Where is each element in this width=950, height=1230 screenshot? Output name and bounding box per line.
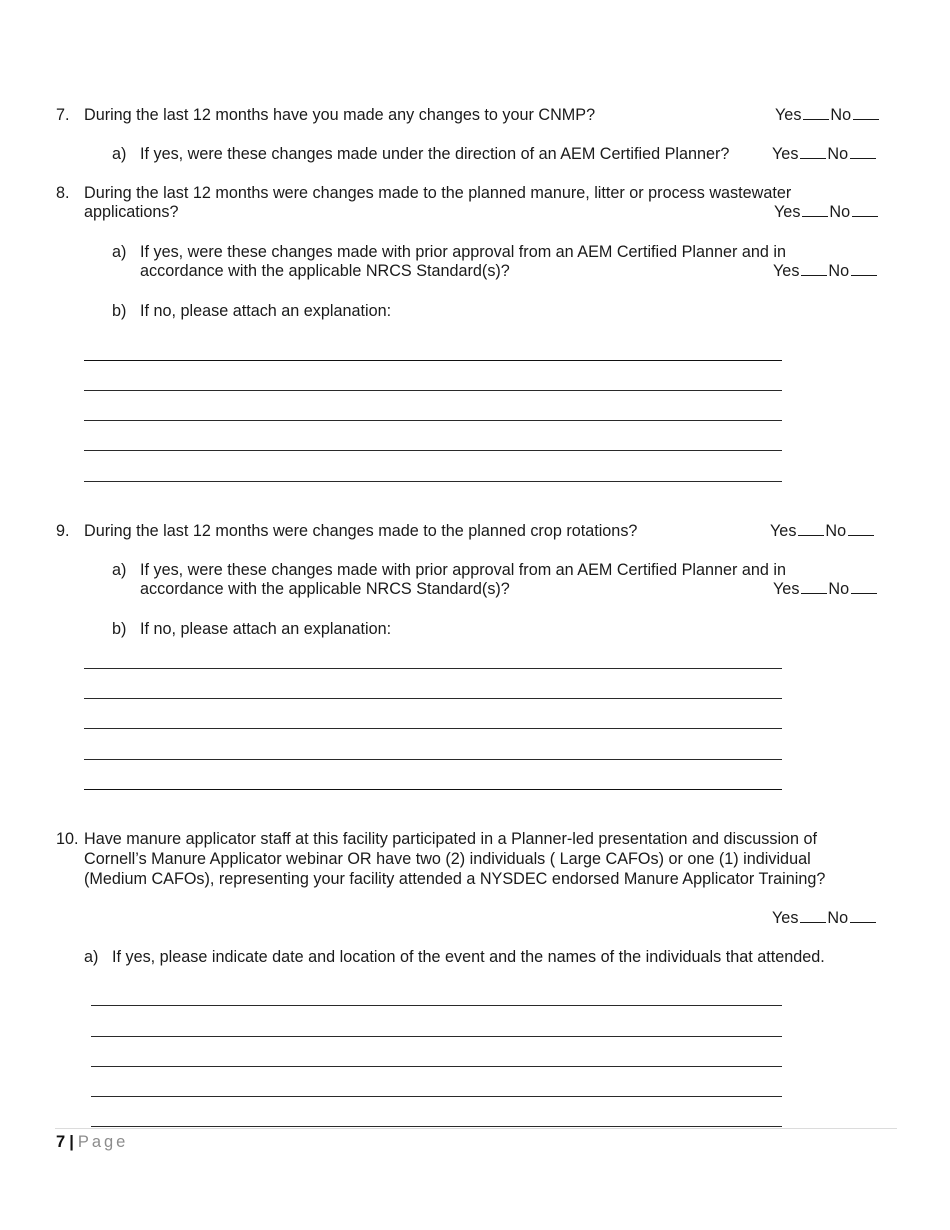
q8-yes-no <box>774 202 879 222</box>
no-label: No <box>827 909 849 927</box>
yes-label: Yes <box>773 262 800 280</box>
yes-blank[interactable] <box>801 579 827 594</box>
yes-blank[interactable] <box>801 261 827 276</box>
yes-blank[interactable] <box>802 202 828 217</box>
q9b-label: b) <box>112 620 127 638</box>
q8a-yes-no <box>773 261 878 281</box>
yes-label: Yes <box>772 145 799 163</box>
q8-text-line2: applications? <box>84 203 179 221</box>
q9-explanation-line[interactable] <box>84 728 782 729</box>
q7-number: 7. <box>56 106 70 124</box>
q9-number: 9. <box>56 522 70 540</box>
q10-yes-no <box>772 908 877 928</box>
q8-explanation-line[interactable] <box>84 420 782 421</box>
no-label: No <box>830 106 852 124</box>
no-blank[interactable] <box>848 521 874 536</box>
yes-label: Yes <box>775 106 802 124</box>
q9-yes-no <box>770 521 875 541</box>
q10-details-line[interactable] <box>91 1096 782 1097</box>
q8-explanation-line[interactable] <box>84 481 782 482</box>
yes-blank[interactable] <box>800 144 826 159</box>
yes-blank[interactable] <box>800 908 826 923</box>
page-footer <box>56 1131 128 1153</box>
no-label: No <box>825 522 847 540</box>
q7a-yes-no <box>772 144 877 164</box>
q7-text: During the last 12 months have you made any changes to your CNMP? <box>84 106 596 124</box>
q8b-text: If no, please attach an explanation: <box>140 302 392 320</box>
no-label: No <box>828 262 850 280</box>
q10-details-line[interactable] <box>91 1005 782 1006</box>
q8-explanation-line[interactable] <box>84 450 782 451</box>
no-blank[interactable] <box>852 202 878 217</box>
q9-explanation-line[interactable] <box>84 698 782 699</box>
q9a-yes-no <box>773 579 878 599</box>
q9b-text: If no, please attach an explanation: <box>140 620 392 638</box>
q8a-text-line1: If yes, were these changes made with prior approval from an AEM Certified Planner and in <box>140 243 787 261</box>
page-word: Page <box>77 1133 129 1151</box>
q8a-text-line2: accordance with the applicable NRCS Standard(s)? <box>140 262 510 280</box>
no-label: No <box>829 203 851 221</box>
footer-separator: | <box>69 1133 74 1151</box>
q7-yes-no <box>775 105 880 125</box>
no-blank[interactable] <box>851 261 877 276</box>
q10-number: 10. <box>56 830 79 848</box>
q10-text-line3: (Medium CAFOs), representing your facility attended a NYSDEC endorsed Manure Applicator Training? <box>84 870 826 888</box>
q10-details-line[interactable] <box>91 1066 782 1067</box>
q10-text-line1: Have manure applicator staff at this facility participated in a Planner-led presentation and discussion of <box>84 830 818 848</box>
q10-text-line2: Cornell’s Manure Applicator webinar OR have two (2) individuals ( Large CAFOs) or one (1) individual <box>84 850 811 868</box>
q9-explanation-line[interactable] <box>84 759 782 760</box>
q10-details-line[interactable] <box>91 1036 782 1037</box>
yes-blank[interactable] <box>803 105 829 120</box>
q8-explanation-line[interactable] <box>84 360 782 361</box>
no-blank[interactable] <box>853 105 879 120</box>
no-label: No <box>827 145 849 163</box>
q7a-text: If yes, were these changes made under the direction of an AEM Certified Planner? <box>140 145 730 163</box>
footer-divider <box>55 1128 897 1129</box>
no-label: No <box>828 580 850 598</box>
no-blank[interactable] <box>850 908 876 923</box>
q8-number: 8. <box>56 184 70 202</box>
q10a-text: If yes, please indicate date and location of the event and the names of the individuals that attended. <box>112 948 825 966</box>
yes-label: Yes <box>773 580 800 598</box>
q10a-label: a) <box>84 948 99 966</box>
page-number: 7 <box>56 1133 66 1151</box>
q9-text: During the last 12 months were changes made to the planned crop rotations? <box>84 522 638 540</box>
q9-explanation-line[interactable] <box>84 668 782 669</box>
q8-text-line1: During the last 12 months were changes made to the planned manure, litter or process wastewater <box>84 184 792 202</box>
q10-details-line[interactable] <box>91 1126 782 1127</box>
no-blank[interactable] <box>851 579 877 594</box>
q8b-label: b) <box>112 302 127 320</box>
q9a-text-line1: If yes, were these changes made with prior approval from an AEM Certified Planner and in <box>140 561 787 579</box>
q9a-label: a) <box>112 561 127 579</box>
yes-label: Yes <box>774 203 801 221</box>
q7a-label: a) <box>112 145 127 163</box>
q9a-text-line2: accordance with the applicable NRCS Standard(s)? <box>140 580 510 598</box>
q9-explanation-line[interactable] <box>84 789 782 790</box>
no-blank[interactable] <box>850 144 876 159</box>
yes-label: Yes <box>772 909 799 927</box>
yes-label: Yes <box>770 522 797 540</box>
q8-explanation-line[interactable] <box>84 390 782 391</box>
q8a-label: a) <box>112 243 127 261</box>
yes-blank[interactable] <box>798 521 824 536</box>
